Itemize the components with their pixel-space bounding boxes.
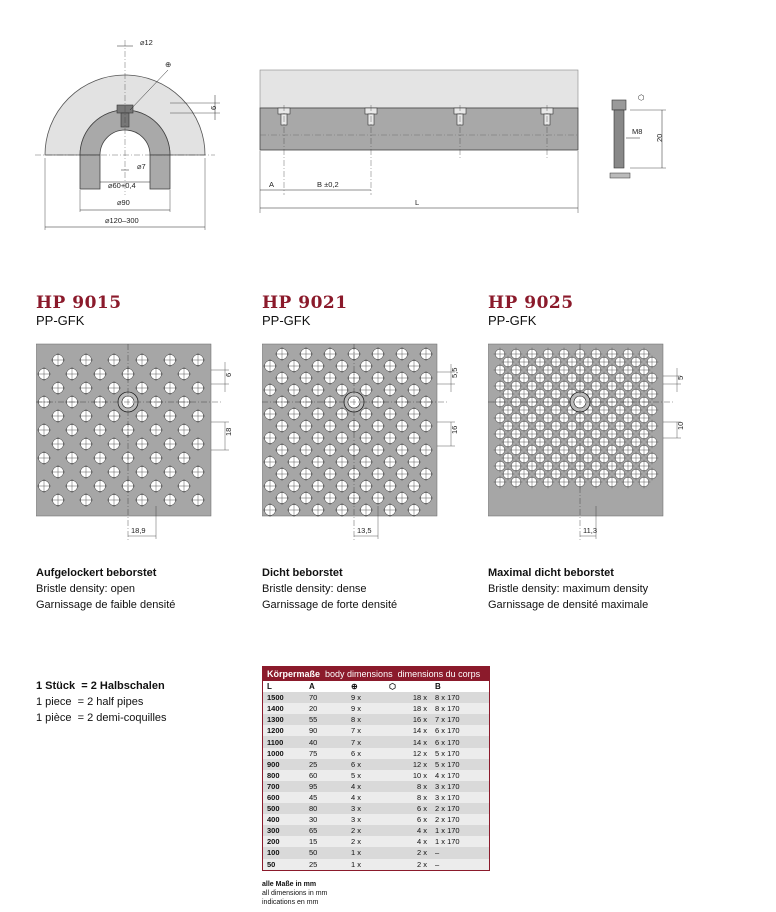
dim-m8: M8: [632, 127, 643, 136]
table-row: [263, 692, 489, 703]
table-row: [263, 859, 489, 870]
table-row: [263, 836, 489, 847]
table-cell: 2 x: [347, 825, 385, 836]
table-cell: 8 x: [347, 714, 385, 725]
table-cell: 14 x: [385, 736, 431, 747]
table-cell: 9 x: [347, 692, 385, 703]
table-cell: 700: [263, 781, 305, 792]
bristle-pattern-hp9015: [36, 342, 246, 542]
header-l: L: [263, 681, 305, 692]
product-hp9015: [36, 293, 122, 328]
dim-d90: ⌀90: [117, 198, 130, 207]
table-title: [263, 667, 489, 681]
hex-symbol: ⬡: [638, 93, 645, 102]
table-cell: 40: [305, 736, 347, 747]
table-cell: 1 x: [347, 859, 385, 870]
dim-d60: ⌀60+0,4: [108, 181, 136, 190]
description-hp9025: [488, 565, 648, 613]
table-cell: 25: [305, 859, 347, 870]
table-cell: –: [431, 859, 489, 870]
table-cell: 75: [305, 748, 347, 759]
dim-l: L: [415, 198, 420, 207]
product-material: PP-GFK: [36, 313, 85, 328]
desc-heading: Aufgelockert beborstet: [36, 567, 157, 579]
table-cell: 16 x: [385, 714, 431, 725]
header-hex: ⬡: [385, 681, 431, 692]
description-hp9015: [36, 565, 175, 613]
table-title-de: Körpermaße: [267, 669, 321, 679]
table-cell: 10 x: [385, 770, 431, 781]
table-cell: 4 x: [347, 781, 385, 792]
table-cell: 4 x: [385, 825, 431, 836]
table-cell: 600: [263, 792, 305, 803]
table-cell: 1500: [263, 692, 305, 703]
table-notes: [262, 880, 327, 907]
table-cell: 95: [305, 781, 347, 792]
dimensions-grid: [263, 681, 489, 870]
table-cell: 5 x 170: [431, 759, 489, 770]
product-title: HP 9015: [36, 293, 122, 313]
table-row: [263, 748, 489, 759]
table-cell: 70: [305, 692, 347, 703]
bolt-drawing: [600, 80, 680, 190]
table-row: [263, 847, 489, 858]
table-row: [263, 814, 489, 825]
table-row: [263, 825, 489, 836]
dim-mid: 18: [224, 427, 233, 436]
table-cell: 200: [263, 836, 305, 847]
table-cell: 1000: [263, 748, 305, 759]
table-cell: 6 x: [385, 803, 431, 814]
dim-20: 20: [655, 133, 664, 142]
table-cell: 7 x 170: [431, 714, 489, 725]
table-cell: 300: [263, 825, 305, 836]
desc-en: Bristle density: open: [36, 583, 136, 595]
table-cell: 1 x 170: [431, 836, 489, 847]
table-row: [263, 736, 489, 747]
table-cell: 8 x 170: [431, 703, 489, 714]
table-cell: 6 x: [385, 814, 431, 825]
table-cell: 60: [305, 770, 347, 781]
dim-mid: 10: [676, 421, 685, 430]
table-cell: 400: [263, 814, 305, 825]
dim-6: 6: [209, 105, 218, 110]
table-row: [263, 714, 489, 725]
table-cell: 1100: [263, 736, 305, 747]
table-cell: 8 x: [385, 792, 431, 803]
table-cell: 900: [263, 759, 305, 770]
table-cell: 2 x: [385, 847, 431, 858]
table-row: [263, 703, 489, 714]
body-dimensions-table: [262, 666, 490, 871]
table-cell: 100: [263, 847, 305, 858]
table-cell: 5 x 170: [431, 748, 489, 759]
table-cell: 6 x 170: [431, 736, 489, 747]
bristle-pattern-hp9021: [262, 342, 472, 542]
table-cell: 12 x: [385, 759, 431, 770]
product-hp9025: [488, 293, 574, 328]
table-cell: 3 x: [347, 803, 385, 814]
table-cell: 25: [305, 759, 347, 770]
table-row: [263, 759, 489, 770]
pieces-de: 1 Stück = 2 Halbschalen: [36, 680, 165, 692]
note-de: alle Maße in mm: [262, 881, 317, 888]
table-cell: 90: [305, 725, 347, 736]
table-cell: 2 x 170: [431, 803, 489, 814]
dim-mid: 16: [450, 425, 459, 434]
header-a: A: [305, 681, 347, 692]
desc-en: Bristle density: maximum density: [488, 583, 649, 595]
table-cell: 6 x: [347, 759, 385, 770]
desc-heading: Dicht beborstet: [262, 567, 343, 579]
header-b: B: [431, 681, 489, 692]
table-cell: 4 x 170: [431, 770, 489, 781]
pieces-fr: 1 pièce = 2 demi-coquilles: [36, 712, 167, 724]
table-cell: 55: [305, 714, 347, 725]
dim-d12: ⌀12: [140, 38, 153, 47]
table-cell: 4 x: [385, 836, 431, 847]
table-cell: 5 x: [347, 770, 385, 781]
table-cell: 1200: [263, 725, 305, 736]
table-cell: 14 x: [385, 725, 431, 736]
table-title-en: body dimensions: [325, 669, 393, 679]
dim-bottom: 11,3: [583, 526, 598, 535]
table-cell: 15: [305, 836, 347, 847]
table-cell: 1400: [263, 703, 305, 714]
dim-a: A: [269, 180, 275, 189]
table-cell: 4 x: [347, 792, 385, 803]
note-en: all dimensions in mm: [262, 890, 328, 897]
table-cell: 6 x: [347, 748, 385, 759]
side-view-drawing: [255, 65, 585, 215]
table-cell: 18 x: [385, 692, 431, 703]
desc-fr: Garnissage de forte densité: [262, 599, 398, 611]
table-cell: 2 x: [347, 836, 385, 847]
table-cell: 80: [305, 803, 347, 814]
dim-top: 6: [224, 372, 233, 377]
pieces-note: [36, 662, 167, 726]
desc-heading: Maximal dicht beborstet: [488, 567, 614, 579]
table-cell: 7 x: [347, 725, 385, 736]
product-title: HP 9025: [488, 293, 574, 313]
table-cell: –: [431, 847, 489, 858]
table-cell: 3 x 170: [431, 792, 489, 803]
front-view-drawing: [30, 30, 220, 240]
desc-fr: Garnissage de densité maximale: [488, 599, 649, 611]
table-cell: 45: [305, 792, 347, 803]
product-hp9021: [262, 293, 348, 328]
table-cell: 6 x 170: [431, 725, 489, 736]
dim-b: B ±0,2: [317, 180, 339, 189]
note-fr: indications en mm: [262, 899, 319, 906]
table-row: [263, 803, 489, 814]
table-cell: 1300: [263, 714, 305, 725]
dim-d7: ⌀7: [137, 162, 146, 171]
table-row: [263, 770, 489, 781]
table-cell: 18 x: [385, 703, 431, 714]
table-cell: 50: [263, 859, 305, 870]
table-cell: 50: [305, 847, 347, 858]
table-row: [263, 792, 489, 803]
table-cell: 20: [305, 703, 347, 714]
table-cell: 8 x: [385, 781, 431, 792]
product-material: PP-GFK: [488, 313, 537, 328]
table-cell: 3 x 170: [431, 781, 489, 792]
table-cell: 800: [263, 770, 305, 781]
table-cell: 2 x 170: [431, 814, 489, 825]
header-screw: ⊕: [347, 681, 385, 692]
table-cell: 30: [305, 814, 347, 825]
product-material: PP-GFK: [262, 313, 311, 328]
table-header-row: [263, 681, 489, 692]
table-cell: 1 x 170: [431, 825, 489, 836]
dim-top: 5: [676, 375, 685, 380]
table-cell: 2 x: [385, 859, 431, 870]
table-cell: 1 x: [347, 847, 385, 858]
table-cell: 8 x 170: [431, 692, 489, 703]
table-row: [263, 725, 489, 736]
desc-en: Bristle density: dense: [262, 583, 367, 595]
product-title: HP 9021: [262, 293, 348, 313]
pieces-en: 1 piece = 2 half pipes: [36, 696, 144, 708]
table-cell: 500: [263, 803, 305, 814]
dim-bottom: 18,9: [131, 526, 146, 535]
table-title-fr: dimensions du corps: [397, 669, 481, 679]
desc-fr: Garnissage de faible densité: [36, 599, 176, 611]
description-hp9021: [262, 565, 397, 613]
dim-bottom: 13,5: [357, 526, 372, 535]
screw-symbol: ⊕: [165, 60, 172, 69]
dim-d120: ⌀120–300: [105, 216, 139, 225]
table-cell: 65: [305, 825, 347, 836]
table-cell: 3 x: [347, 814, 385, 825]
table-row: [263, 781, 489, 792]
bristle-pattern-hp9025: [488, 342, 698, 542]
table-cell: 7 x: [347, 736, 385, 747]
table-cell: 12 x: [385, 748, 431, 759]
dim-top: 5,5: [450, 367, 459, 378]
table-cell: 9 x: [347, 703, 385, 714]
